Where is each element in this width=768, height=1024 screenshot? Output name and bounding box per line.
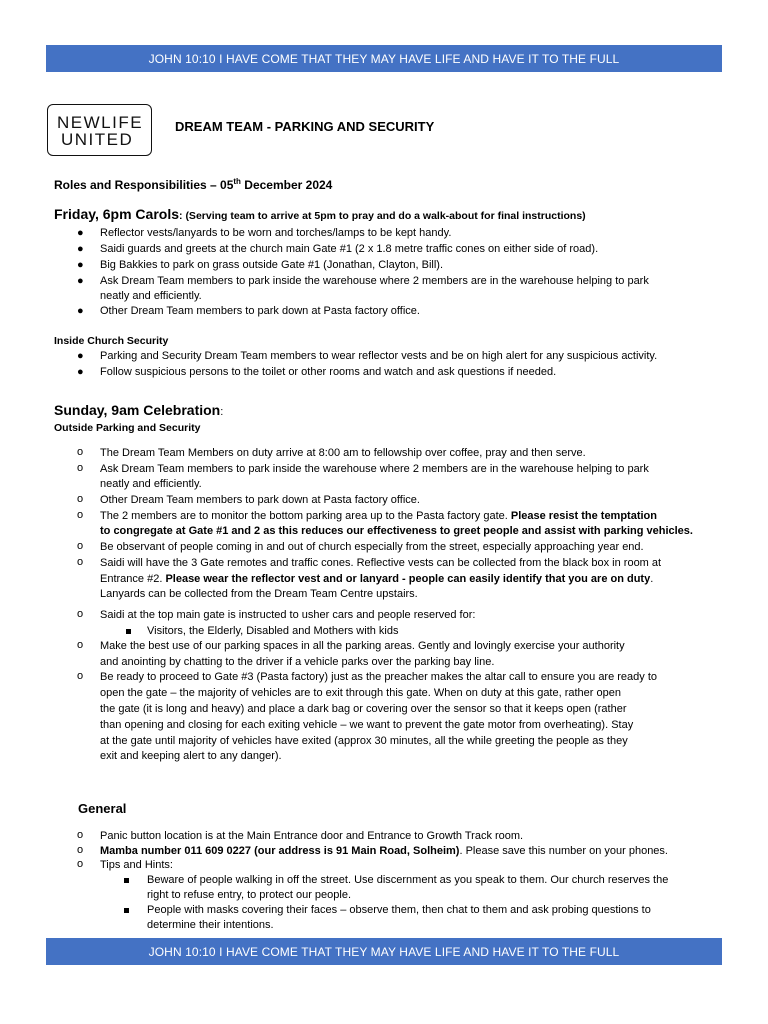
bullet-dot: ● (77, 305, 84, 317)
general-subitem: Beware of people walking in off the street. Use discernment as you speak to them. Our church reserves the (147, 874, 669, 886)
friday-item: Reflector vests/lanyards to be worn and torches/lamps to be kept handy. (100, 227, 452, 239)
friday-note: (Serving team to arrive at 5pm to pray and do a walk-about for final instructions) (185, 210, 586, 222)
roles-text: Roles and Responsibilities – 05 (54, 178, 234, 192)
bullet-circle: o (77, 540, 84, 552)
general-subitem: determine their intentions. (147, 919, 274, 931)
bullet-dot: ● (77, 366, 84, 378)
bullet-dot: ● (77, 227, 84, 239)
sunday-line: exit and keeping alert to any danger). (100, 750, 282, 762)
sunday-line (100, 509, 657, 524)
sunday-line (100, 572, 653, 587)
friday-heading-line: Friday, 6pm Carols: (Serving team to arrive at 5pm to pray and do a walk-about for final instructions) (54, 206, 586, 222)
logo-line-2: UNITED (61, 130, 134, 149)
bullet-circle: o (77, 493, 84, 505)
general-line: Panic button location is at the Main Entrance door and Entrance to Growth Track room. (100, 830, 524, 842)
footer-banner (46, 938, 722, 965)
sunday-line: Saidi will have the 3 Gate remotes and traffic cones. Reflective vests can be collected from the black box in room at (100, 557, 662, 569)
sunday-line: at the gate until majority of vehicles have exited (approx 30 minutes, all the while greeting the people as they (100, 735, 628, 747)
sunday-line: the gate (it is long and heavy) and place a dark bag or covering over the sensor so that it keeps open (rather (100, 703, 627, 715)
sunday-line: Lanyards can be collected from the Dream Team Centre upstairs. (100, 588, 418, 600)
sunday-text: Entrance #2. (100, 573, 163, 585)
bullet-circle: o (77, 556, 84, 568)
bullet-dot: ● (77, 275, 84, 287)
bullet-circle: o (77, 639, 84, 651)
general-text: . Please save this number on your phones. (459, 845, 668, 857)
sunday-heading: Sunday, 9am Celebration (54, 402, 221, 418)
sunday-line: Ask Dream Team members to park inside the warehouse where 2 members are in the warehouse helping to park (100, 463, 649, 475)
logo-line-1: NEWLIFE (57, 113, 144, 132)
friday-item: Saidi guards and greets at the church main Gate #1 (2 x 1.8 metre traffic cones on either side of road). (100, 243, 599, 255)
friday-item: Ask Dream Team members to park inside the warehouse where 2 members are in the warehouse helping to park (100, 275, 649, 287)
document-title: DREAM TEAM - PARKING AND SECURITY (175, 119, 435, 134)
sunday-line: neatly and efficiently. (100, 478, 202, 490)
sunday-line: Be observant of people coming in and out of church especially from the street, especially approaching year end. (100, 541, 644, 553)
header-banner-text: JOHN 10:10 I HAVE COME THAT THEY MAY HAVE LIFE AND HAVE IT TO THE FULL (148, 51, 620, 66)
roles-tail: December 2024 (240, 178, 333, 192)
bullet-circle: o (77, 509, 84, 521)
general-line: Tips and Hints: (100, 859, 173, 871)
sunday-colon: : (220, 406, 224, 418)
general-heading: General (78, 801, 127, 816)
bullet-dot: ● (77, 259, 84, 271)
sunday-line-emphasis: to congregate at Gate #1 and 2 as this reduces our effectiveness to greet people and assist with parking vehicles. (100, 525, 693, 537)
mamba-number: Mamba number 011 609 0227 (our address is 91 Main Road, Solheim) (100, 845, 460, 857)
bullet-dot: ● (77, 243, 84, 255)
bullet-circle: o (77, 670, 84, 682)
friday-heading: Friday, 6pm Carols (54, 206, 180, 222)
general-subitem: People with masks covering their faces – observe them, then chat to them and ask probing questions to (147, 904, 651, 916)
bullet-circle: o (77, 829, 84, 841)
sunday-text: . (650, 573, 654, 585)
sunday-text: The 2 members are to monitor the bottom parking area up to the Pasta factory gate. (100, 510, 508, 522)
bullet-circle: o (77, 462, 84, 474)
friday-item: Big Bakkies to park on grass outside Gate #1 (Jonathan, Clayton, Bill). (100, 259, 444, 271)
sunday-subitem: Visitors, the Elderly, Disabled and Mothers with kids (147, 625, 399, 637)
bullet-circle: o (77, 844, 84, 856)
square-bullet (124, 908, 129, 913)
sunday-line: Make the best use of our parking spaces in all the parking areas. Gently and lovingly exercise your authority (100, 640, 625, 652)
friday-item: Other Dream Team members to park down at Pasta factory office. (100, 305, 420, 317)
inside-item: Follow suspicious persons to the toilet or other rooms and watch and ask questions if needed. (100, 366, 557, 378)
inside-item: Parking and Security Dream Team members to wear reflector vests and be on high alert for any suspicious activity. (100, 350, 658, 362)
bullet-circle: o (77, 858, 84, 870)
inside-security-heading: Inside Church Security (54, 335, 169, 347)
roles-sup: th (233, 177, 241, 186)
sunday-line: Other Dream Team members to park down at Pasta factory office. (100, 494, 420, 506)
general-line (100, 844, 668, 859)
square-bullet (126, 629, 131, 634)
sunday-emphasis: Please wear the reflector vest and or lanyard - people can easily identify that you are on duty (165, 573, 651, 585)
roles-heading (54, 177, 332, 192)
sunday-emphasis: Please resist the temptation (510, 510, 657, 522)
sunday-line: and anointing by chatting to the driver if a vehicle parks over the parking bay line. (100, 656, 495, 668)
footer-banner-text: JOHN 10:10 I HAVE COME THAT THEY MAY HAVE LIFE AND HAVE IT TO THE FULL (148, 944, 620, 959)
newlife-united-logo (47, 104, 152, 156)
sunday-heading-line (54, 403, 223, 420)
sunday-line: The Dream Team Members on duty arrive at 8:00 am to fellowship over coffee, pray and then serve. (100, 447, 586, 459)
friday-item-cont: neatly and efficiently. (100, 290, 202, 302)
bullet-circle: o (77, 608, 84, 620)
sunday-line: open the gate – the majority of vehicles are to exit through this gate. When on duty at this gate, rather open (100, 687, 621, 699)
general-subitem: right to refuse entry, to protect our people. (147, 889, 352, 901)
sunday-line: than opening and closing for each exiting vehicle – we want to prevent the gate motor from overheating). Stay (100, 719, 634, 731)
outside-parking-heading: Outside Parking and Security (54, 422, 201, 434)
sunday-line: Be ready to proceed to Gate #3 (Pasta factory) just as the preacher makes the altar call to ensure you are ready to (100, 671, 658, 683)
square-bullet (124, 878, 129, 883)
bullet-dot: ● (77, 350, 84, 362)
header-banner (46, 45, 722, 72)
bullet-circle: o (77, 446, 84, 458)
sunday-line: Saidi at the top main gate is instructed to usher cars and people reserved for: (100, 609, 476, 621)
